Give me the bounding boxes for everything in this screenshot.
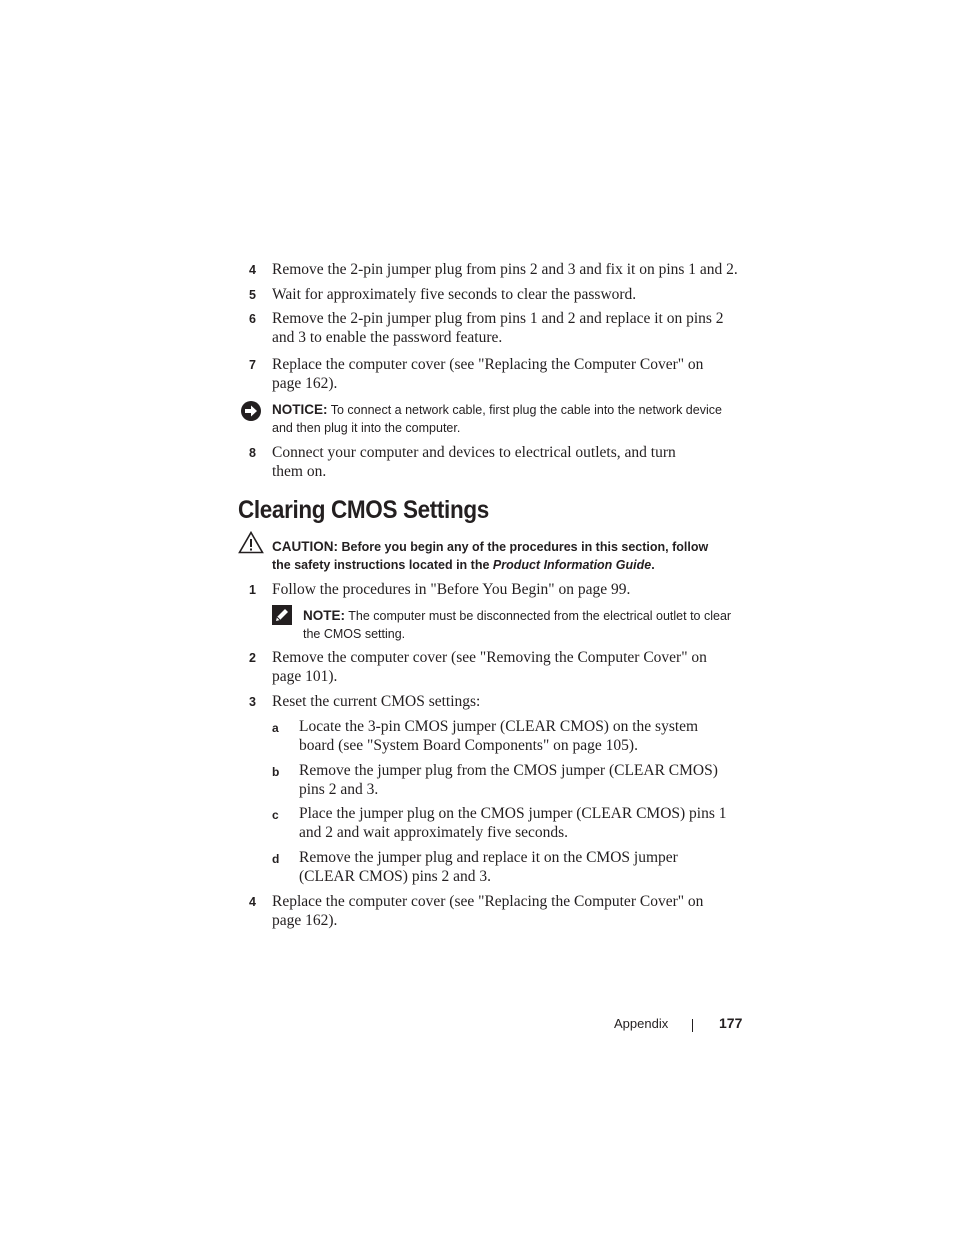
- caution-triangle-icon: [238, 531, 264, 554]
- substep-letter: c: [272, 808, 279, 822]
- step-text: Wait for approximately five seconds to clear the password.: [272, 286, 637, 303]
- step-number: 5: [249, 288, 256, 302]
- notice-label: NOTICE:: [272, 402, 328, 417]
- step-text: Follow the procedures in "Before You Begin" on page 99.: [272, 581, 631, 598]
- note-label: NOTE:: [303, 608, 345, 623]
- step-text: Connect your computer and devices to electrical outlets, and turn them on.: [272, 444, 676, 480]
- page-number: 177: [719, 1015, 743, 1031]
- caution-guide-title: Product Information Guide: [492, 557, 652, 572]
- step-text: Remove the 2-pin jumper plug from pins 2 and 3 and fix it on pins 1 and 2.: [272, 261, 738, 278]
- caution-label: CAUTION:: [272, 539, 338, 554]
- step-number: 6: [249, 312, 256, 326]
- footer-section-name: Appendix: [614, 1016, 669, 1031]
- substep-text: Remove the jumper plug from the CMOS jumper (CLEAR CMOS) pins 2 and 3.: [299, 762, 718, 798]
- step-text: Remove the 2-pin jumper plug from pins 1 and 2 and replace it on pins 2 and 3 to enable the password feature.: [272, 310, 724, 346]
- notice-arrow-icon: [240, 400, 262, 422]
- step-text: Replace the computer cover (see "Replacing the Computer Cover" on page 162).: [272, 893, 704, 929]
- step-number: 7: [249, 358, 256, 372]
- substep-letter: b: [272, 765, 280, 779]
- substep-letter: d: [272, 852, 280, 866]
- step-number: 1: [249, 583, 256, 597]
- substep-text: Place the jumper plug on the CMOS jumper (CLEAR CMOS) pins 1 and 2 and wait approximately five seconds.: [299, 805, 727, 841]
- footer-divider: [692, 1019, 693, 1032]
- caution-block: [272, 538, 722, 574]
- step-text: Remove the computer cover (see "Removing the Computer Cover" on page 101).: [272, 649, 707, 685]
- notice-block: [272, 401, 742, 437]
- note-pencil-icon: [272, 605, 292, 625]
- substep-letter: a: [272, 721, 279, 735]
- section-title: Clearing CMOS Settings: [238, 496, 489, 524]
- step-number: 2: [249, 651, 256, 665]
- step-number: 4: [249, 895, 256, 909]
- step-text: Reset the current CMOS settings:: [272, 693, 481, 710]
- note-text: The computer must be disconnected from the electrical outlet to clear the CMOS setting.: [303, 609, 732, 641]
- note-block: [303, 607, 743, 643]
- substep-text: Locate the 3-pin CMOS jumper (CLEAR CMOS) on the system board (see "System Board Components" on page 105).: [299, 718, 699, 754]
- step-number: 8: [249, 446, 256, 460]
- step-number: 4: [249, 263, 256, 277]
- substep-text: Remove the jumper plug and replace it on the CMOS jumper (CLEAR CMOS) pins 2 and 3.: [299, 849, 678, 885]
- notice-text: To connect a network cable, first plug the cable into the network device and then plug it into the computer.: [272, 403, 722, 435]
- step-number: 3: [249, 695, 256, 709]
- step-text: Replace the computer cover (see "Replacing the Computer Cover" on page 162).: [272, 356, 704, 392]
- caution-text: Before you begin any of the procedures in this section, follow the safety instructions located in the: [272, 540, 709, 572]
- caution-end: .: [651, 557, 655, 572]
